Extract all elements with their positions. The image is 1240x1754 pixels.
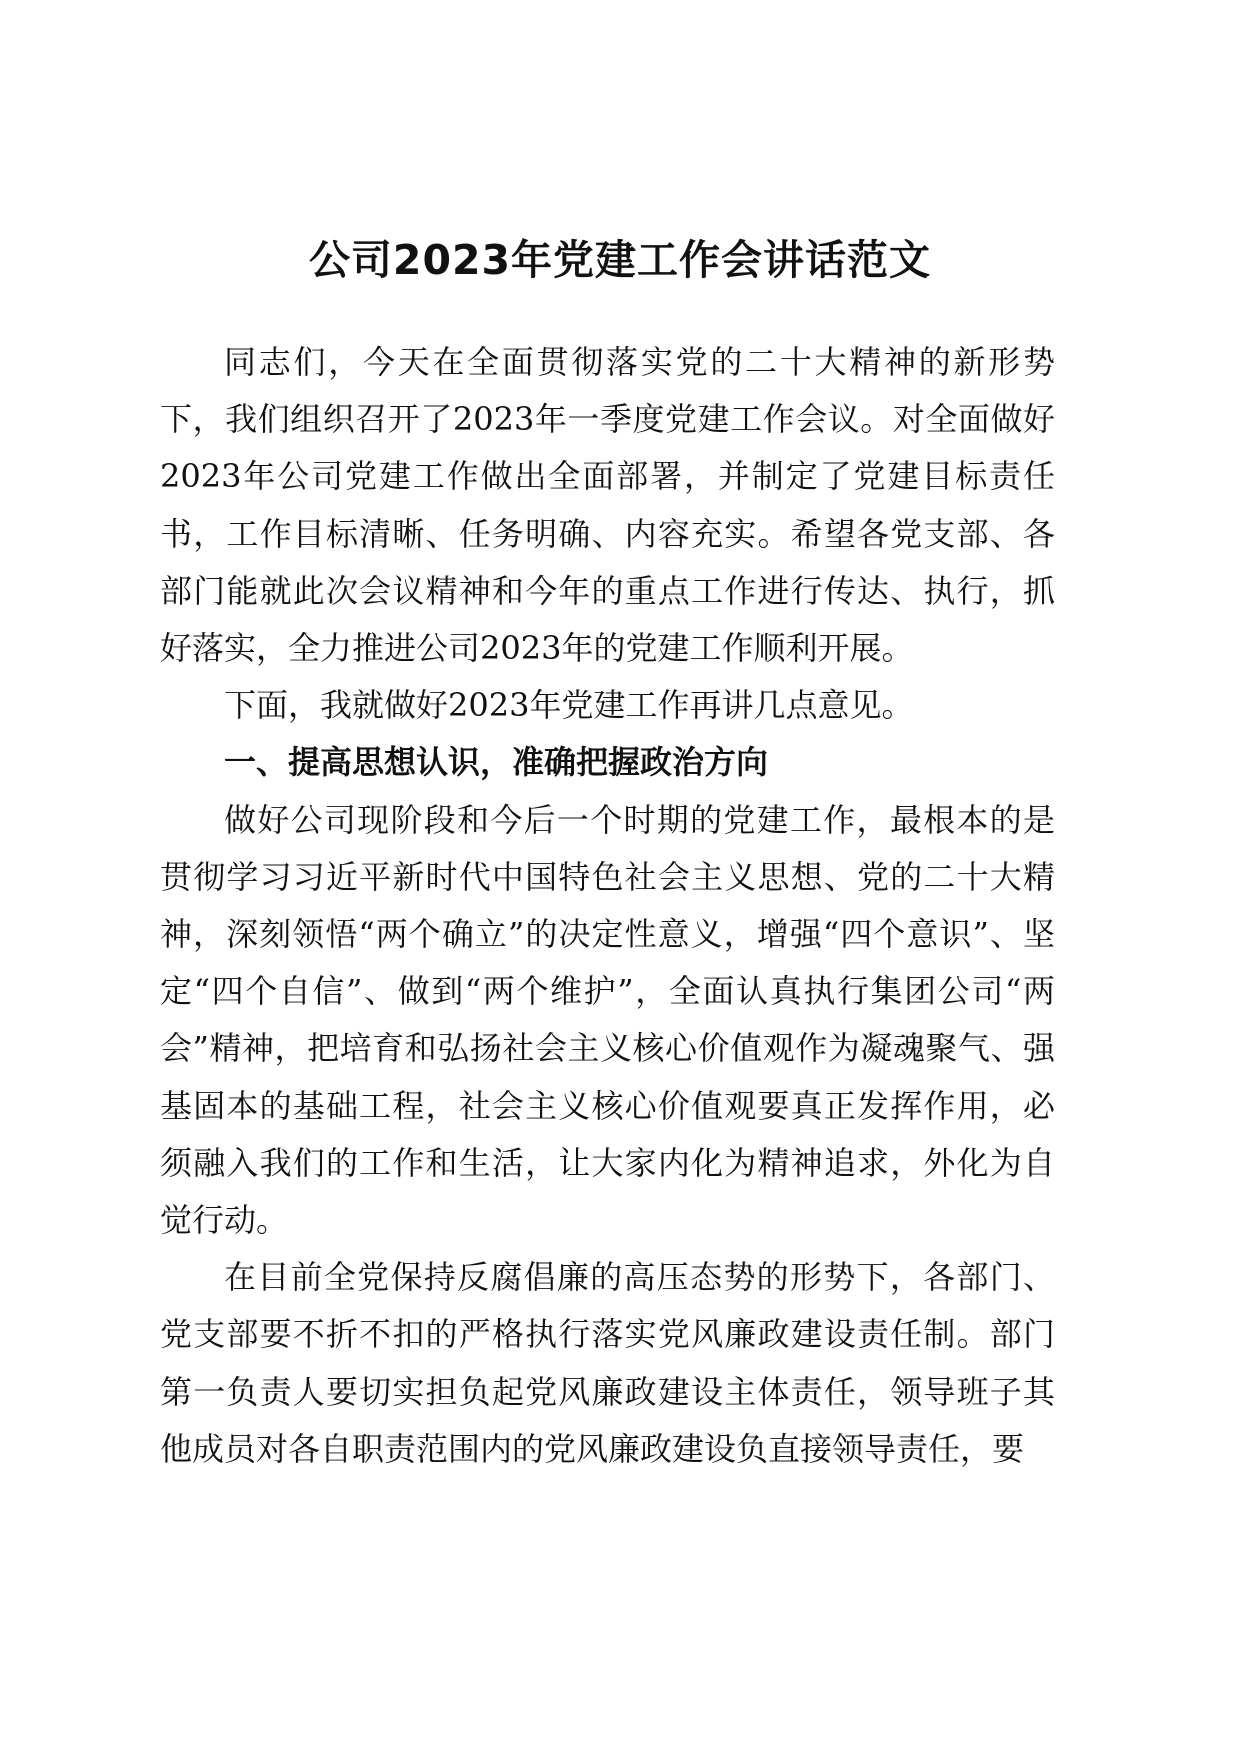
paragraph-section-1-b: 在目前全党保持反腐倡廉的高压态势的形势下，各部门、党支部要不折不扣的严格执行落实党风廉政建设责任制。部门第一负责人要切实担负起党风廉政建设主体责任，领导班子其他成员对各自职责范围内的党风廉政建设负直接领导责任，要 bbox=[160, 1258, 1055, 1468]
section-heading-1: 一、提高思想认识，准确把握政治方向 bbox=[224, 743, 769, 782]
paragraph-opening: 同志们，今天在全面贯彻落实党的二十大精神的新形势下，我们组织召开了2023年一季度党建工作会议。对全面做好2023年公司党建工作做出全面部署，并制定了党建目标责任书，工作目标清晰、任务明确、内容充实。希望各党支部、各部门能就此次会议精神和今年的重点工作进行传达、执行，抓好落实，全力推进公司2023年的党建工作顺利开展。 bbox=[160, 343, 1055, 668]
document-title: 公司2023年党建工作会讲话范文 bbox=[308, 236, 932, 284]
paragraph-transition: 下面，我就做好2023年党建工作再讲几点意见。 bbox=[224, 686, 914, 725]
paragraph-section-1-a: 做好公司现阶段和今后一个时期的党建工作，最根本的是贯彻学习习近平新时代中国特色社会主义思想、党的二十大精神，深刻领悟“两个确立”的决定性意义，增强“四个意识”、坚定“四个自信”、做到“两个维护”，全面认真执行集团公司“两会”精神，把培育和弘扬社会主义核心价值观作为凝魂聚气、强基固本的基础工程，社会主义核心价值观要真正发挥作用，必须融入我们的工作和生活，让大家内化为精神追求，外化为自觉行动。 bbox=[160, 800, 1055, 1240]
document-body bbox=[160, 334, 1055, 1478]
